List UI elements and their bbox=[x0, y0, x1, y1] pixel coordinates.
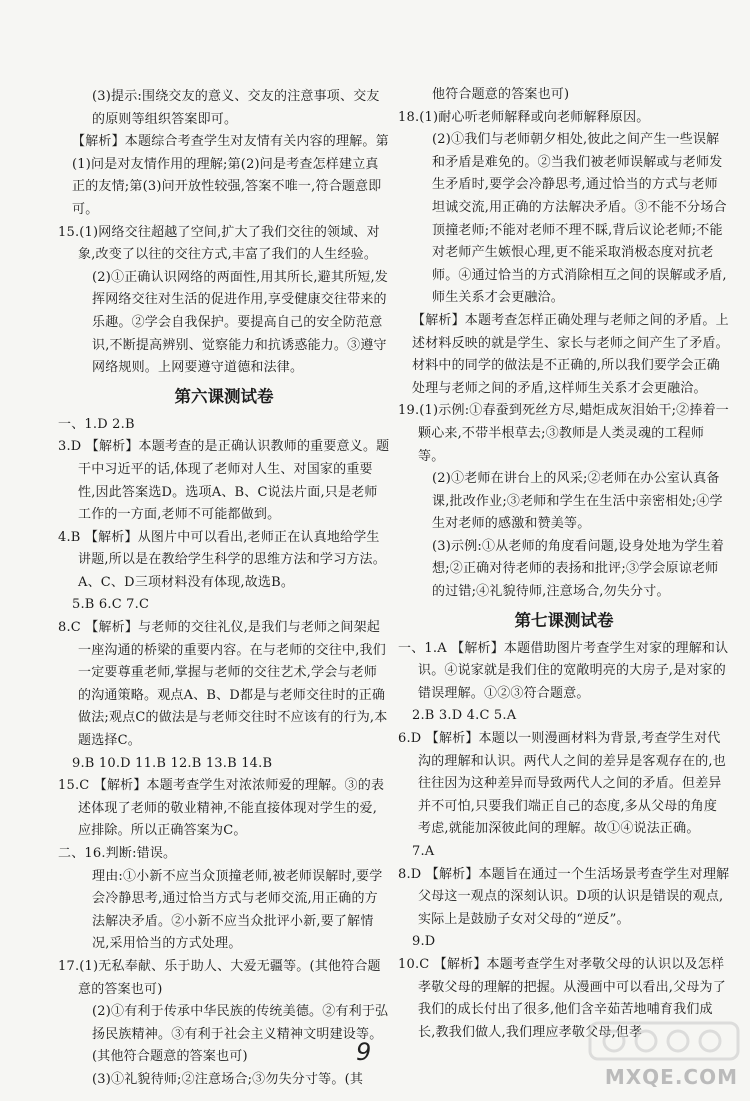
answer-paragraph: 18.(1)耐心听老师解释或向老师解释原因。 bbox=[398, 109, 650, 125]
answer-paragraph: 一、1.D 2.B bbox=[58, 416, 135, 432]
answer-paragraph: 8.D 【解析】本题旨在通过一个生活场景考查学生对理解父母这一观点的深刻认识。D项的认识是错误的观点,实际上是鼓励子女对父母的“逆反”。 bbox=[398, 866, 730, 927]
answer-paragraph: 一、1.A 【解析】本题借助图片考查学生对家的理解和认识。④说家就是我们住的宽敞明亮的大房子,是对家的错误理解。①②③符合题意。 bbox=[398, 640, 729, 701]
answer-paragraph: (2)①有利于传承中华民族的传统美德。②有利于弘扬民族精神。③有利于社会主义精神文明建设等。(其他符合题意的答案也可) bbox=[92, 1004, 389, 1065]
answer-paragraph: 7.A bbox=[412, 844, 435, 859]
answer-paragraph: (2)①正确认识网络的两面性,用其所长,避其所短,发挥网络交往对生活的促进作用,享受健康交往带来的乐趣。②学会自我保护。要提高自己的安全防范意识,不断提高辨别、觉察能力和抗诱惑能力。③遵守网络规则。上网要遵守道德和法律。 bbox=[92, 269, 389, 376]
page-number: 9 bbox=[356, 1038, 372, 1066]
answer-paragraph: 5.B 6.C 7.C bbox=[72, 597, 150, 613]
answer-paragraph: 15.C 【解析】本题考查学生对浓浓师爱的理解。③的表述体现了老师的敬业精神,不能直接体现对学生的爱,应排除。所以正确答案为C。 bbox=[58, 778, 385, 839]
answer-paragraph: (2)①我们与老师朝夕相处,彼此之间产生一些误解和矛盾是难免的。②当我们被老师误解或与老师发生矛盾时,要学会冷静思考,通过恰当的方式与老师坦诚交流,用正确的方法解决矛盾。③不能不分场合顶撞老师;不能对老师不理不睬,背后议论老师;不能对老师产生嫉恨心理,更不能采取消极态度对抗老师。④通过恰当的方式消除相互之间的误解或矛盾,师生关系才会更融洽。 bbox=[432, 132, 727, 306]
right-column bbox=[398, 86, 730, 1044]
answer-paragraph: 【解析】本题考查怎样正确处理与老师之间的矛盾。上述材料反映的就是学生、家长与老师之间产生了矛盾。材料中的同学的做法是不正确的,所以我们要学会正确处理与老师之间的矛盾,这样师生关系才会更融洽。 bbox=[412, 312, 729, 396]
section-heading: 第七课测试卷 bbox=[514, 610, 614, 630]
answer-paragraph: (3)提示:围绕交友的意义、交友的注意事项、交友的原则等组织答案即可。 bbox=[92, 89, 380, 127]
answer-paragraph: 二、16.判断:错误。 bbox=[58, 846, 177, 861]
answer-paragraph: 19.(1)示例:①春蚕到死丝方尽,蜡炬成灰泪始干;②捧着一颗心来,不带半根草去;③教师是人类灵魂的工程师等。 bbox=[398, 403, 729, 464]
left-column bbox=[58, 86, 390, 1092]
answer-paragraph: 9.D bbox=[412, 934, 436, 950]
answer-paragraph: 10.C 【解析】本题考查学生对孝敬父母的认识以及怎样孝敬父母的理解的把握。从漫画中可以看出,父母为了我们的成长付出了很多,他们含辛茹苦地哺育我们成长,教我们做人,我们理应孝敬父母,但孝 bbox=[398, 956, 726, 1040]
answer-paragraph: 17.(1)无私奉献、乐于助人、大爱无疆等。(其他符合题意的答案也可) bbox=[58, 958, 381, 997]
answer-paragraph: (2)①老师在讲台上的风采;②老师在办公室认真备课,批改作业;③老师和学生在生活中亲密相处;④学生对老师的感激和赞美等。 bbox=[432, 471, 723, 532]
answer-paragraph: 9.B 10.D 11.B 12.B 13.B 14.B bbox=[72, 755, 273, 771]
watermark-text: MXQE.COM bbox=[604, 1065, 738, 1089]
answer-paragraph: 【解析】本题综合考查学生对友情有关内容的理解。第(1)问是对友情作用的理解;第(2)问是考查怎样建立真正的友情;第(3)问开放性较强,答案不唯一,符合题意即可。 bbox=[72, 134, 389, 217]
answer-paragraph: 2.B 3.D 4.C 5.A bbox=[412, 708, 517, 724]
answer-paragraph: (3)示例:①从老师的角度看问题,设身处地为学生着想;②正确对待老师的表扬和批评;③学会原谅老师的过错;④礼貌待师,注意场合,勿失分寸。 bbox=[432, 538, 724, 600]
answer-paragraph: 8.C 【解析】与老师的交往礼仪,是我们与老师之间架起一座沟通的桥梁的重要内容。在与老师的交往中,我们一定要尊重老师,掌握与老师的交往艺术,学会与老师的沟通策略。观点A、B、D都是与老师交往时的正确做法;观点C的做法是与老师交往时不应该有的行为,本题选择C。 bbox=[58, 620, 388, 749]
section-heading: 第六课测试卷 bbox=[174, 386, 274, 406]
answer-paragraph: 15.(1)网络交往超越了空间,扩大了我们交往的领域、对象,改变了以往的交往方式,丰富了我们的人生经验。 bbox=[58, 224, 380, 263]
answer-paragraph: 理由:①小新不应当众顶撞老师,被老师误解时,要学会冷静思考,通过恰当方式与老师交流,用正确的方法解决矛盾。②小新不应当众批评小新,要了解情况,采用恰当的方式处理。 bbox=[92, 868, 383, 952]
answer-paragraph: 3.D 【解析】本题考查的是正确认识教师的重要意义。题干中习近平的话,体现了老师对人生、对国家的重要性,因此答案选D。选项A、B、C说法片面,只是老师工作的一方面,老师不可能都做到。 bbox=[58, 439, 390, 523]
answer-paragraph: 6.D 【解析】本题以一则漫画材料为背景,考查学生对代沟的理解和认识。两代人之间的差异是客观存在的,也往往因为这种差异而导致两代人之间的矛盾。但差异并不可怕,只要我们端正自己的态度,多从父母的角度考虑,就能加深彼此间的理解。故①④说法正确。 bbox=[398, 731, 726, 837]
answer-paragraph: 他符合题意的答案也可) bbox=[432, 87, 570, 102]
answer-paragraph: 4.B 【解析】从图片中可以看出,老师正在认真地给学生讲题,所以是在教给学生科学的思维方法和学习方法。A、C、D三项材料没有体现,故选B。 bbox=[58, 529, 386, 590]
answer-paragraph: (3)①礼貌待师;②注意场合;③勿失分寸等。(其 bbox=[92, 1071, 364, 1087]
